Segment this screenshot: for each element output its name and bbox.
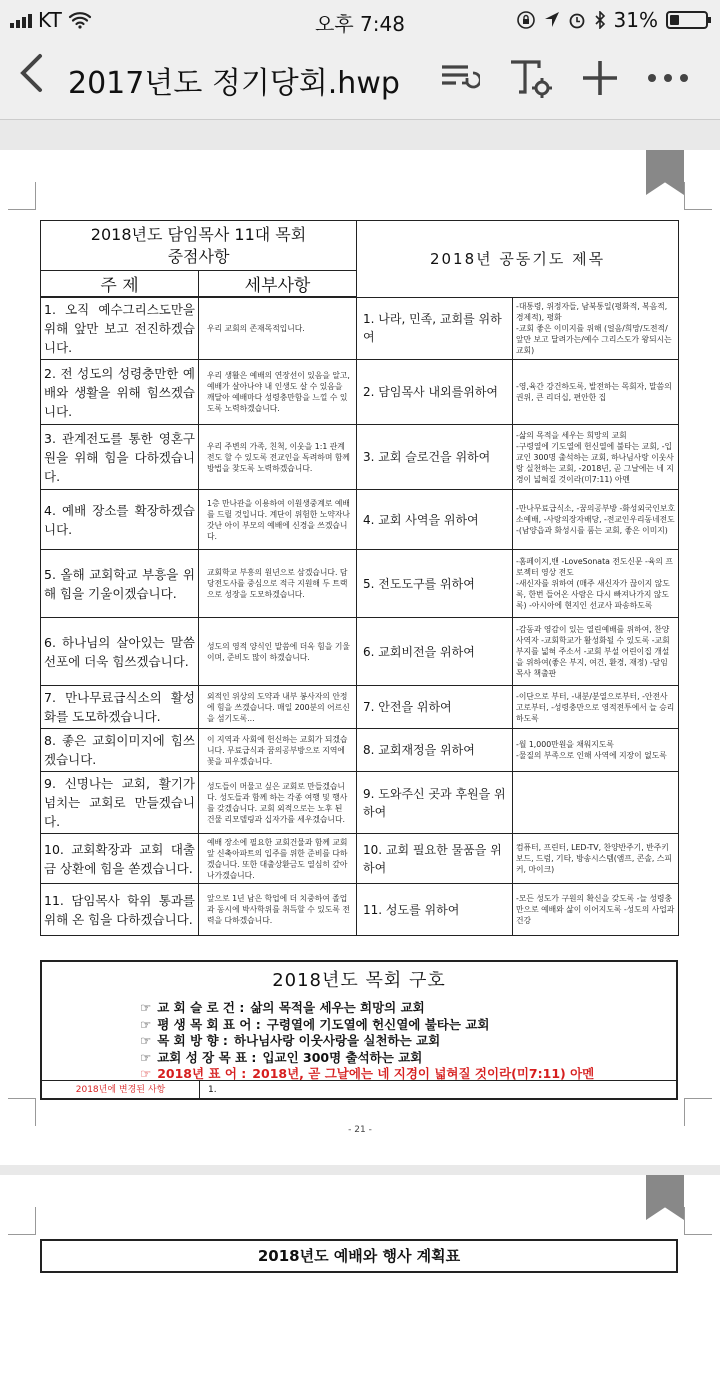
row-detail: 외적인 위상의 도약과 내부 봉사자의 안정에 힘을 쓰겠습니다. 매일 200분의 어르신을 섬기도록... [199,686,357,729]
battery-icon [666,11,708,29]
org-line-bullet: ☞ [140,1066,152,1081]
row-prayer: 10. 교회 필요한 물품을 위하여 [357,834,513,884]
org-line-text: 하나님사랑 이웃사랑을 실천하는 교회 [233,1033,441,1048]
table-row [41,772,679,834]
row-detail: 교회학교 부흥의 원년으로 삼겠습니다. 담당전도사를 중심으로 적극 지원해 두 트랙으로 성장을 도모하겠습니다. [199,550,357,618]
org-line-bullet: ☞ [140,1000,152,1015]
row-prayer: 4. 교회 사역을 위하여 [357,490,513,550]
row-prayer-detail: -모든 성도가 구원의 확신을 갖도록 -늘 성령충만으로 예배와 삶이 이어지도록 -성도의 사업과 건강 [513,884,679,936]
row-prayer-detail: -이단으로 부터, -내분/분열으로부터, -안전사고로부터, -성령충만으로 영적전투에서 늘 승리하도록 [513,686,679,729]
row-topic: 5. 올해 교회학교 부흥을 위해 힘을 기울이겠습니다. [41,550,199,618]
org-line [140,998,425,1016]
column-detail: 세부사항 [199,271,357,298]
row-prayer-detail: -대통령, 위정자들, 남북통일(평화적, 복음적, 경제적), 평화 -교회 좋은 이미지를 위해 (얼음/희망/도전적/앞만 보고 달려가는/예수 그리스도가 왕되시는 교회) [513,297,679,360]
left-header-line: 중점사항 [167,246,230,266]
table-row [41,360,679,425]
row-detail: 우리 교회의 존재목적입니다. [199,297,357,360]
document-page-2[interactable] [0,1175,720,1375]
page-corner-mark [684,1207,712,1235]
org-line [140,1015,489,1033]
row-topic: 11. 담임목사 학위 통과를 위해 온 힘을 다하겠습니다. [41,884,199,936]
org-slogan-box [40,960,678,1100]
row-detail: 이 지역과 사회에 헌신하는 교회가 되겠습니다. 무료급식과 꿈의공부방으로 지역에 꽃을 피우겠습니다. [199,729,357,772]
row-prayer: 7. 안전을 위하여 [357,686,513,729]
document-title: 2017년도 정기당회.hwp [68,66,400,101]
left-header [41,221,357,271]
row-prayer-detail: -월 1,000만원을 채워지도록 -물질의 부족으로 인해 사역에 지장이 없도록 [513,729,679,772]
bluetooth-icon [594,11,606,29]
row-prayer-detail: -감동과 영감이 있는 열린예배를 위하여, 찬양사역자 -교회학교가 활성화될 수 있도록 -교회부지를 넓혀 주소서 -교회 부설 어린이집 개설을 위하여(좋은 부지, 여건, 환경, 재정) -담임목사 책출판 [513,618,679,686]
alarm-icon [568,11,586,29]
changes-label: 2018년에 변경된 사항 [42,1081,200,1100]
table-row [41,618,679,686]
row-topic: 7. 만나무료급식소의 활성화를 도모하겠습니다. [41,686,199,729]
row-prayer: 6. 교회비전을 위하여 [357,618,513,686]
org-line-label: 교 회 슬 로 건 : [157,1000,245,1015]
list-view-icon[interactable] [436,54,484,102]
org-line-text: 구령열에 기도열에 헌신열에 불타는 교회 [266,1016,490,1032]
page-corner-mark [684,1098,712,1126]
app-bar [0,40,720,120]
row-topic: 2. 전 성도의 성령충만한 예배와 생활을 위해 힘쓰겠습니다. [41,360,199,425]
page2-title: 2018년도 예배와 행사 계획표 [40,1239,678,1273]
row-prayer-detail: -만나무료급식소, -꿈의공부방 -화성외국인보호소예배, -사랑의장자배당, -전교인우리동네전도 -(남양읍과 화성시를 품는 교회, 좋은 이미지) [513,490,679,550]
row-topic: 4. 예배 장소를 확장하겠습니다. [41,490,199,550]
row-prayer: 11. 성도를 위하여 [357,884,513,936]
bookmark-icon[interactable] [646,1175,684,1220]
changes-row [42,1080,676,1100]
row-prayer: 8. 교회재정을 위하여 [357,729,513,772]
row-prayer-detail: -영,육간 강건하도록, 발전하는 목회자, 말씀의 권위, 큰 리더십, 편안한 집 [513,360,679,425]
row-prayer-detail: -홈페이지,밴 -LoveSonata 전도신문 -육의 프로젝터 영상 전도 -새신자를 위하여 (매주 새신자가 끊이지 않도록, 한번 들어온 사람은 다시 빠져나가지 않도록) -아시아에 현지인 선교사 파송하도록 [513,550,679,618]
row-detail: 예배 장소에 필요한 교회건물과 함께 교회 앞 신축아파트의 입주를 위한 준비를 다하겠습니다. 또한 대출상환금도 열심히 갚아나가겠습니다. [199,834,357,884]
org-line-text: 2018년, 곧 그날에는 네 지경이 넓혀질 것이라(미7:11) 아멘 [252,1066,595,1081]
org-line-text: 입교인 300명 출석하는 교회 [262,1049,423,1065]
org-line-bullet: ☞ [140,1049,152,1065]
right-header: 2018년 공동기도 제목 [357,221,679,298]
left-header-line: 2018년도 담임목사 11대 목회 [90,224,307,244]
rotation-lock-icon [516,10,536,30]
row-prayer: 3. 교회 슬로건을 위하여 [357,425,513,490]
row-detail: 성도들이 머물고 싶은 교회로 만들겠습니다. 성도들과 함께 하는 각종 여행 및 행사를 갖겠습니다. 교회 외적으로는 노후 된 건물 리모델링과 십자가를 세우겠습니다. [199,772,357,834]
org-line-label: 평 생 목 회 표 어 : [157,1016,261,1032]
text-settings-icon[interactable] [506,54,554,102]
back-chevron-icon[interactable] [18,52,44,102]
table-body [41,297,679,936]
row-detail: 앞으로 1년 남은 학업에 더 치중하여 졸업과 동시에 박사학위를 취득할 수 있도록 전력을 다하겠습니다. [199,884,357,936]
row-detail: 우리 주변의 가족, 친척, 이웃을 1:1 관계전도 할 수 있도록 전교인을 독려하며 함께 방법을 찾도록 노력하겠습니다. [199,425,357,490]
row-topic: 6. 하나님의 살아있는 말씀선포에 더욱 힘쓰겠습니다. [41,618,199,686]
row-prayer-detail: -삶의 목적을 세우는 희망의 교회 -구령열에 기도열에 헌신열에 불타는 교회, -입교인 300명 출석하는 교회, 하나님사랑 이웃사랑 실천하는 교회, -2018년, 곧 그날에는 네 지경이 넓혀질 것이라(미7:11) 아멘 [513,425,679,490]
table-row [41,490,679,550]
table-row [41,834,679,884]
column-topic: 주 제 [41,271,199,298]
org-line-bullet: ☞ [140,1033,152,1048]
row-prayer-detail [513,772,679,834]
page-corner-mark [8,1098,36,1126]
row-prayer: 5. 전도도구를 위하여 [357,550,513,618]
org-line-text: 삶의 목적을 세우는 희망의 교회 [250,1000,425,1015]
battery-percent: 31% [613,8,658,32]
page-corner-mark [8,182,36,210]
row-detail: 1층 만나관을 이용하여 이원생중계로 예배를 드릴 것입니다. 계단이 위험한 노약자나 갓난 아이 부모의 예배에 신경을 쓰겠습니다. [199,490,357,550]
table-row [41,425,679,490]
org-line-label: 2018년 표 어 : [157,1066,247,1081]
table-row [41,729,679,772]
row-prayer: 9. 도와주신 곳과 후원을 위하여 [357,772,513,834]
row-prayer: 2. 담임목사 내외를위하여 [357,360,513,425]
bookmark-icon[interactable] [646,150,684,195]
page-number: - 21 - [348,1125,372,1135]
org-title: 2018년도 목회 구호 [272,970,446,991]
page-corner-mark [8,1207,36,1235]
row-topic: 10. 교회확장과 교회 대출금 상환에 힘을 쏟겠습니다. [41,834,199,884]
org-line [140,1031,440,1049]
document-page[interactable] [0,150,720,1165]
row-detail: 성도의 영적 양식인 말씀에 더욱 힘을 기울이며, 준비도 많이 하겠습니다. [199,618,357,686]
status-bar [0,0,720,40]
org-line [140,1048,422,1066]
row-prayer-detail: 컴퓨터, 프린터, LED-TV, 찬양반주기, 반주키보드, 드럼, 기타, 방송시스템(앰프, 콘솔, 스피커, 마이크) [513,834,679,884]
carrier: KT [38,8,62,32]
row-topic: 1. 오직 예수그리스도만을 위해 앞만 보고 전진하겠습니다. [41,297,199,360]
row-topic: 3. 관계전도를 통한 영혼구원을 위해 힘을 다하겠습니다. [41,425,199,490]
org-line-label: 교회 성 장 목 표 : [157,1049,257,1065]
changes-value: 1. [208,1085,217,1095]
org-line-label: 목 회 방 향 : [157,1033,228,1048]
plan-table [40,220,679,936]
row-topic: 8. 좋은 교회이미지에 힘쓰겠습니다. [41,729,199,772]
more-icon[interactable] [644,54,692,102]
table-row [41,550,679,618]
page-corner-mark [684,182,712,210]
row-detail: 우리 생활은 예배의 연장선이 있음을 알고, 예배가 살아나야 내 인생도 살 수 있음을 깨달아 예배마다 성령충만함을 느낄 수 있도록 노력하겠습니다. [199,360,357,425]
table-row [41,884,679,936]
org-line-bullet: ☞ [140,1016,152,1032]
row-prayer: 1. 나라, 민족, 교회를 위하여 [357,297,513,360]
row-topic: 9. 신명나는 교회, 활기가 넘치는 교회로 만들겠습니다. [41,772,199,834]
status-time: 오후 7:48 [315,12,405,36]
location-icon [544,11,560,29]
table-row [41,297,679,360]
table-row [41,686,679,729]
plus-icon[interactable] [576,54,624,102]
